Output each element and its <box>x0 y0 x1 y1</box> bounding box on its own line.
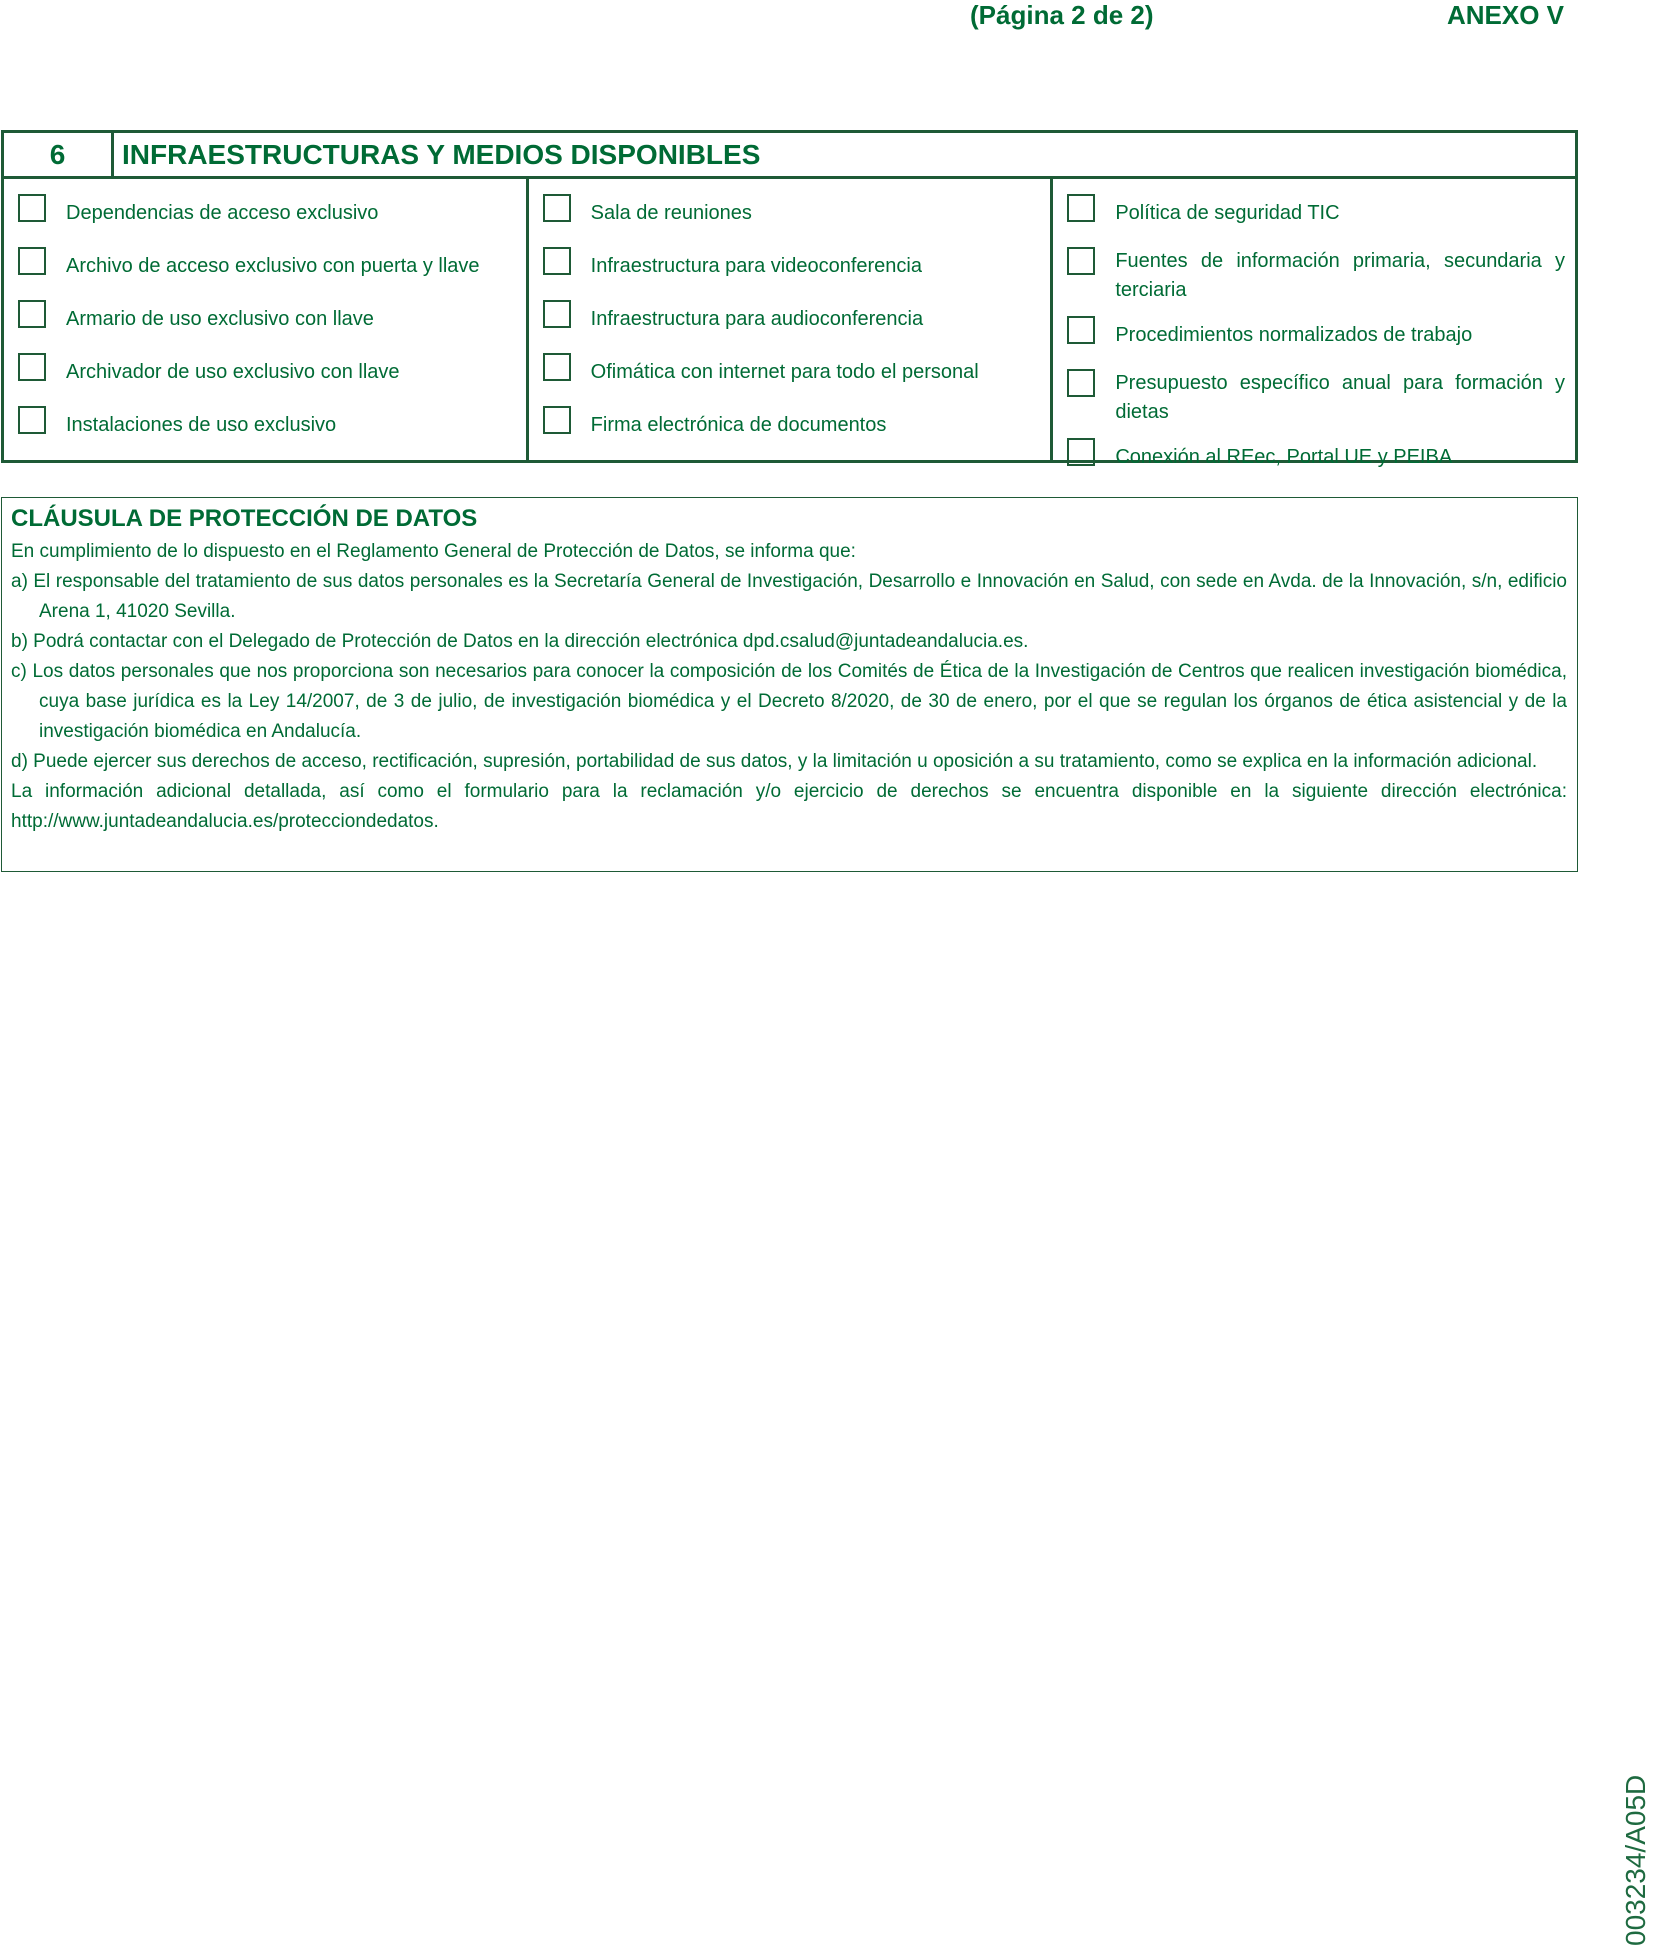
section-header <box>4 133 1575 179</box>
clause-item-b: b) Podrá contactar con el Delegado de Protección de Datos en la dirección electrónica dpd.csalud@juntadeandalucia.es. <box>11 631 1029 652</box>
checklist-item <box>543 247 1041 283</box>
clause-item-a: a) El responsable del tratamiento de sus datos personales es la Secretaría General de Investigación, Desarrollo e Innovación en Salud, con sede en Avda. de la Innovación, s/n, edificio Arena 1, 41020 Sevilla. <box>11 571 1567 622</box>
checkbox[interactable] <box>543 194 571 222</box>
section-title: INFRAESTRUCTURAS Y MEDIOS DISPONIBLES <box>122 138 761 170</box>
checkbox[interactable] <box>1067 438 1095 466</box>
checkbox[interactable] <box>543 406 571 434</box>
section-number: 6 <box>4 133 114 176</box>
checklist-item <box>18 194 516 230</box>
form-code: 003234/A05D <box>1620 1774 1651 1946</box>
checkbox[interactable] <box>543 353 571 381</box>
checklist-item <box>1067 194 1565 230</box>
checklist-grid <box>4 179 1575 468</box>
clause-item-d: d) Puede ejercer sus derechos de acceso, rectificación, supresión, portabilidad de sus datos, y la limitación u oposición a su tratamiento, como se explica en la información adicional. <box>11 751 1538 772</box>
checklist-column-2 <box>526 179 1051 460</box>
page-indicator: (Página 2 de 2) <box>970 0 1154 30</box>
checkbox[interactable] <box>18 300 46 328</box>
checklist-item <box>543 300 1041 336</box>
checklist-item <box>1067 316 1565 352</box>
checklist-item <box>543 194 1041 230</box>
checkbox[interactable] <box>18 406 46 434</box>
checkbox[interactable] <box>543 247 571 275</box>
checkbox[interactable] <box>18 353 46 381</box>
checklist-item <box>18 353 516 389</box>
checkbox[interactable] <box>1067 369 1095 397</box>
data-protection-clause <box>1 497 1578 872</box>
checklist-item <box>543 353 1041 389</box>
checklist-item <box>18 300 516 336</box>
checkbox[interactable] <box>1067 316 1095 344</box>
checklist-item <box>1067 369 1565 427</box>
checklist-item <box>1067 438 1565 474</box>
section-infrastructure <box>1 130 1578 468</box>
checkbox-label: Sala de reuniones <box>590 202 752 224</box>
clause-closing: La información adicional detallada, así como el formulario para la reclamación y/o ejercicio de derechos se encuentra disponible en la siguiente dirección electrónica: http://www.juntadeandalucia.es/protecciondedatos. <box>11 781 1567 832</box>
checkbox-label: Infraestructura para videoconferencia <box>590 255 922 277</box>
clause-intro: En cumplimiento de lo dispuesto en el Reglamento General de Protección de Datos, se informa que: <box>11 541 856 562</box>
checkbox-label: Presupuesto específico anual para formación y dietas <box>1115 372 1566 423</box>
clause-title: CLÁUSULA DE PROTECCIÓN DE DATOS <box>11 505 478 532</box>
checkbox-label: Fuentes de información primaria, secundaria y terciaria <box>1115 250 1566 301</box>
checklist-item <box>1067 247 1565 305</box>
checklist-item <box>18 247 516 283</box>
checkbox[interactable] <box>543 300 571 328</box>
checkbox-label: Archivador de uso exclusivo con llave <box>66 361 400 383</box>
checkbox-label: Armario de uso exclusivo con llave <box>66 308 374 330</box>
checklist-column-1 <box>4 179 526 460</box>
checklist-item <box>543 406 1041 442</box>
checkbox[interactable] <box>18 194 46 222</box>
checkbox[interactable] <box>1067 247 1095 275</box>
checkbox-label: Infraestructura para audioconferencia <box>590 308 924 330</box>
checkbox-label: Firma electrónica de documentos <box>590 414 887 436</box>
checkbox-label: Dependencias de acceso exclusivo <box>66 202 379 224</box>
annex-label: ANEXO V <box>1447 0 1565 30</box>
checkbox-label: Archivo de acceso exclusivo con puerta y llave <box>66 255 480 277</box>
checklist-item <box>18 406 516 442</box>
checklist-column-3 <box>1050 179 1575 468</box>
checkbox-label: Política de seguridad TIC <box>1115 202 1340 224</box>
checkbox-label: Instalaciones de uso exclusivo <box>66 414 337 436</box>
checkbox[interactable] <box>1067 194 1095 222</box>
checkbox[interactable] <box>18 247 46 275</box>
checkbox-label: Procedimientos normalizados de trabajo <box>1115 324 1473 346</box>
checkbox-label: Ofimática con internet para todo el personal <box>590 361 979 383</box>
checkbox-label: Conexión al REec, Portal UE y PEIBA <box>1115 446 1453 468</box>
clause-item-c: c) Los datos personales que nos proporciona son necesarios para conocer la composición de los Comités de Ética de la Investigación de Centros que realicen investigación biomédica, cuya base jurídica es la Ley 14/2007, de 3 de julio, de investigación biomédica y el Decreto 8/2020, de 30 de enero, por el que se regulan los órganos de ética asistencial y de la investigación biomédica en Andalucía. <box>11 661 1567 742</box>
